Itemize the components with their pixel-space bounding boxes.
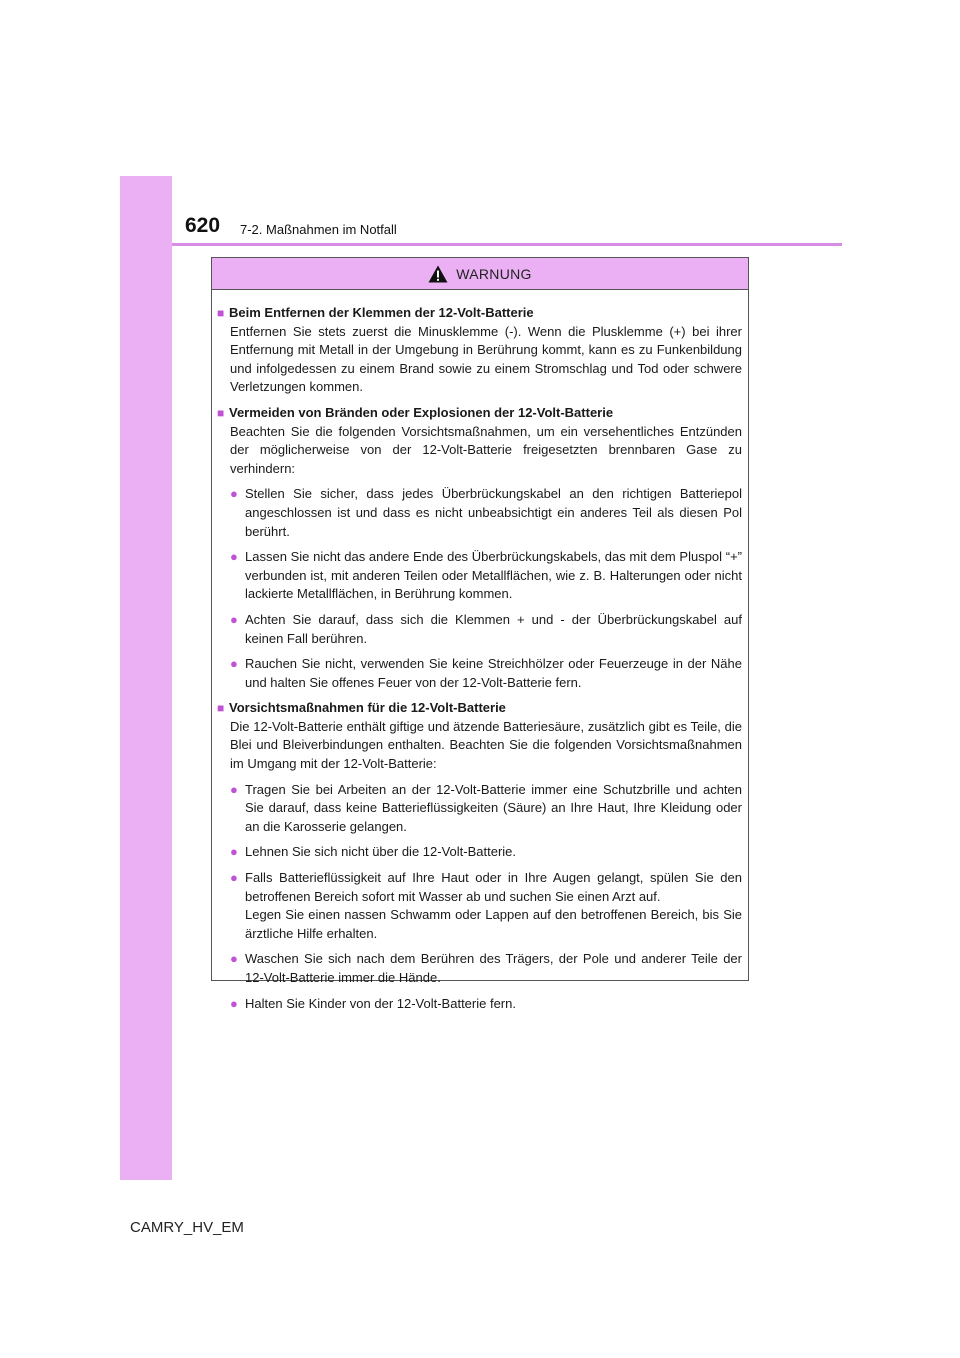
round-bullet-icon: ● xyxy=(230,549,238,565)
list-item-text: Rauchen Sie nicht, verwenden Sie keine Streichhölzer oder Feuerzeuge in der Nähe und halten Sie offenes Feuer von der 12-Volt-Batterie fern. xyxy=(245,656,742,690)
list-item-text: Achten Sie darauf, dass sich die Klemmen + und - der Überbrückungskabel auf keinen Fall berühren. xyxy=(245,611,742,646)
list-item xyxy=(230,548,742,604)
round-bullet-icon: ● xyxy=(230,844,238,860)
list-item xyxy=(230,611,742,648)
warning-triangle-icon xyxy=(428,265,448,283)
section-paragraph: Die 12-Volt-Batterie enthält giftige und ätzende Batteriesäure, zusätzlich gibt es Teile, die Blei und Bleiverbindungen enthalten. Beachten Sie die folgenden Vorsichtsmaßnahmen im Umgang mit der 12-Volt-Batterie: xyxy=(230,718,742,772)
header-rule xyxy=(172,243,842,246)
document-code: CAMRY_HV_EM xyxy=(130,1219,244,1236)
section-heading xyxy=(217,404,742,423)
warning-title: WARNUNG xyxy=(456,265,532,282)
list-item xyxy=(230,781,742,837)
list-item-text: Lassen Sie nicht das andere Ende des Überbrückungskabels, das mit dem Pluspol “+” verbunden ist, mit anderen Teilen oder Metallflächen, wie z. B. Halterungen oder nicht lackierte Metallflächen, in Berührung kommen. xyxy=(245,549,742,602)
section-heading-text: Vermeiden von Bränden oder Explosionen der 12-Volt-Batterie xyxy=(229,404,614,420)
chapter-side-band xyxy=(120,176,172,1180)
list-item xyxy=(230,950,742,987)
list-item-text: Tragen Sie bei Arbeiten an der 12-Volt-Batterie immer eine Schutzbrille und achten Sie darauf, dass keine Batterieflüssigkeiten (Säure) an Ihre Haut, Ihre Kleidung oder an die Karosserie gelangen. xyxy=(245,781,742,834)
list-item-text: Falls Batterieflüssigkeit auf Ihre Haut oder in Ihre Augen gelangt, spülen Sie den betroffenen Bereich sofort mit Wasser ab und suchen Sie einen Arzt auf. xyxy=(245,870,742,904)
page-number: 620 xyxy=(185,214,221,237)
section-heading xyxy=(217,304,742,323)
warning-box xyxy=(211,257,749,1011)
square-bullet-icon: ■ xyxy=(217,405,225,420)
round-bullet-icon: ● xyxy=(230,781,238,797)
round-bullet-icon: ● xyxy=(230,656,238,672)
list-item xyxy=(230,869,742,943)
list-item xyxy=(230,655,742,692)
warning-header xyxy=(212,258,748,290)
list-item-text-group xyxy=(245,869,742,943)
round-bullet-icon: ● xyxy=(230,870,238,886)
list-item-text: Halten Sie Kinder von der 12-Volt-Batterie fern. xyxy=(245,995,516,1011)
section-title: 7-2. Maßnahmen im Notfall xyxy=(240,222,397,237)
section-heading-text: Beim Entfernen der Klemmen der 12-Volt-Batterie xyxy=(229,305,534,320)
warning-body xyxy=(212,290,748,1013)
section-heading-text: Vorsichtsmaßnahmen für die 12-Volt-Batterie xyxy=(229,700,506,716)
round-bullet-icon: ● xyxy=(230,611,238,627)
list-item xyxy=(230,995,742,1014)
list-item-text: Stellen Sie sicher, dass jedes Überbrückungskabel an den richtigen Batteriepol angeschlossen ist und dass es nicht unbeabsichtigt ein anderes Teil als diesen Pol berührt. xyxy=(245,486,742,539)
square-bullet-icon: ■ xyxy=(217,306,225,320)
round-bullet-icon: ● xyxy=(230,951,238,967)
section-heading xyxy=(217,699,742,718)
list-item xyxy=(230,843,742,862)
round-bullet-icon: ● xyxy=(230,486,238,502)
square-bullet-icon: ■ xyxy=(217,701,225,716)
section-paragraph: Entfernen Sie stets zuerst die Minusklemme (-). Wenn die Plusklemme (+) bei ihrer Entfernung mit Metall in der Umgebung in Berührung kommt, kann es zu Funkenbildung und infolgedessen zu einem Brand sowie zu einem Stromschlag und Tod oder schwere Verletzungen kommen. xyxy=(230,323,742,395)
round-bullet-icon: ● xyxy=(230,995,238,1011)
section-paragraph: Beachten Sie die folgenden Vorsichtsmaßnahmen, um ein versehentliches Entzünden der möglicherweise von der 12-Volt-Batterie freigesetzten brennbaren Gase zu verhindern: xyxy=(230,423,742,476)
list-item-note: Legen Sie einen nassen Schwamm oder Lappen auf den betroffenen Bereich, bis Sie ärztliche Hilfe erhalten. xyxy=(245,907,742,941)
list-item-text: Lehnen Sie sich nicht über die 12-Volt-Batterie. xyxy=(245,844,517,860)
list-item xyxy=(230,485,742,541)
list-item-text: Waschen Sie sich nach dem Berühren des Trägers, der Pole und anderer Teile der 12-Volt-Batterie immer die Hände. xyxy=(245,951,742,985)
